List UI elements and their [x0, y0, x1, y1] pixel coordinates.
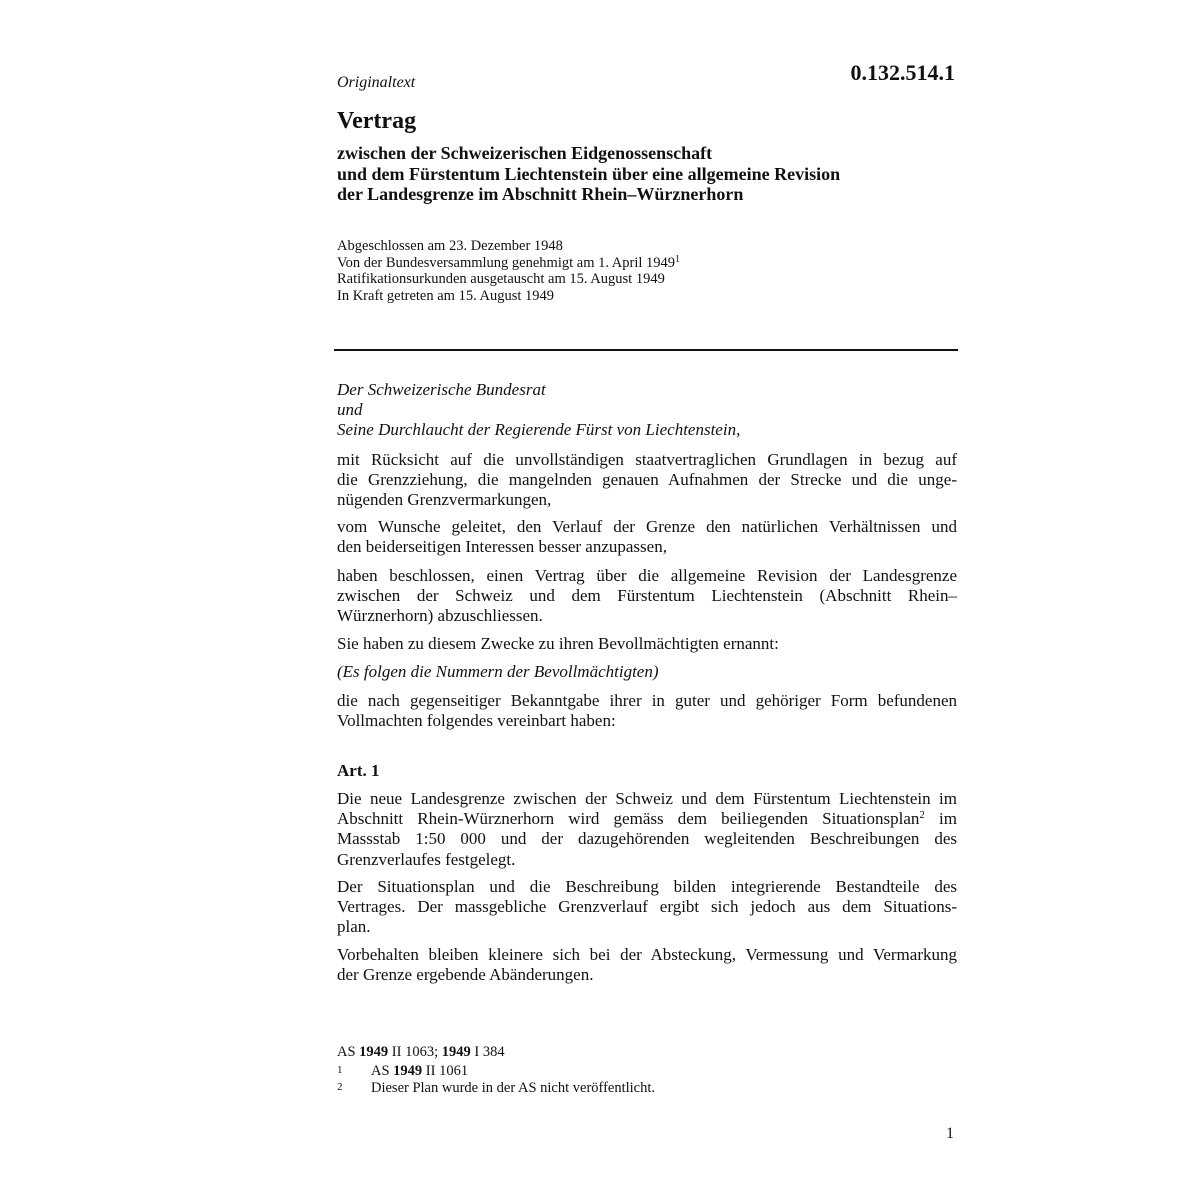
original-text-label: Originaltext	[337, 74, 416, 91]
conjunction: und	[337, 400, 363, 420]
text-line: Vorbehalten bleiben kleinere sich bei der Absteckung, Vermessung und Vermarkung	[337, 945, 957, 964]
text-line: Vertrages. Der massgebliche Grenzverlauf ergibt sich jedoch aus dem Situations-	[337, 897, 957, 917]
text-line: Grenzverlaufes festgelegt.	[337, 849, 516, 869]
fn-suffix: II 1061	[422, 1063, 469, 1079]
preamble-paragraph-3	[337, 566, 957, 627]
page-number: 1	[946, 1125, 954, 1142]
treaty-dates	[337, 238, 680, 304]
footnote-text	[371, 1063, 468, 1080]
footnote-text: Dieser Plan wurde in der AS nicht veröffentlicht.	[371, 1080, 656, 1096]
article-1-paragraph-2	[337, 877, 957, 938]
article-1-paragraph-3	[337, 945, 957, 985]
horizontal-rule	[334, 349, 958, 351]
preamble-paragraph-2	[337, 517, 957, 557]
subtitle-line: zwischen der Schweizerischen Eidgenossenschaft	[337, 143, 713, 163]
as-suffix: I 384	[470, 1044, 505, 1060]
article-1-paragraph-1	[337, 789, 957, 870]
text-line: der Grenze ergebende Abänderungen.	[337, 965, 594, 985]
text-line: mit Rücksicht auf die unvollständigen staatvertraglichen Grundlagen in bezug auf	[337, 450, 957, 469]
approval-date	[337, 255, 680, 272]
document-title: Vertrag	[337, 108, 417, 134]
as-year: 1949	[441, 1044, 471, 1060]
approval-date-text: Von der Bundesversammlung genehmigt am 1. April 1949	[337, 254, 676, 271]
footnote-ref: 2	[919, 809, 925, 822]
concluded-date: Abgeschlossen am 23. Dezember 1948	[337, 238, 563, 254]
document-subtitle	[337, 143, 840, 205]
footnote-number: 1	[337, 1064, 343, 1076]
preamble-parties	[337, 380, 957, 441]
text-line: haben beschlossen, einen Vertrag über die allgemeine Revision der Landesgrenze	[337, 566, 957, 585]
party-liechtenstein: Seine Durchlaucht der Regierende Fürst von Liechtenstein,	[337, 420, 741, 440]
text-line: Vollmachten folgendes vereinbart haben:	[337, 711, 616, 731]
document-number: 0.132.514.1	[850, 60, 955, 85]
text-line: Sie haben zu diesem Zwecke zu ihren Bevollmächtigten ernannt:	[337, 634, 779, 653]
ratification-date: Ratifikationsurkunden ausgetauscht am 15. August 1949	[337, 271, 665, 287]
preamble-paragraph-1	[337, 450, 957, 511]
text-line: Würznerhorn) abzuschliessen.	[337, 606, 543, 626]
preamble-paragraph-6	[337, 691, 957, 731]
text-line: den beiderseitigen Interessen besser anzupassen,	[337, 537, 667, 557]
text-segment: Abschnitt Rhein-Würznerhorn wird gemäss dem beiliegenden Situationsplan	[337, 809, 920, 829]
fn-prefix: AS	[371, 1063, 394, 1079]
text-line: zwischen der Schweiz und dem Fürstentum Liechtenstein (Abschnitt Rhein–	[337, 586, 957, 606]
text-line: nügenden Grenzvermarkungen,	[337, 490, 552, 510]
fn-year: 1949	[393, 1063, 423, 1079]
footnote-ref: 1	[675, 253, 681, 265]
official-collection-reference	[337, 1044, 505, 1061]
text-line: (Es folgen die Nummern der Bevollmächtigten)	[337, 662, 659, 681]
text-line: Der Situationsplan und die Beschreibung bilden integrierende Bestandteile des	[337, 877, 957, 896]
text-line: Die neue Landesgrenze zwischen der Schweiz und dem Fürstentum Liechtenstein im	[337, 789, 957, 808]
preamble-paragraph-5	[337, 662, 957, 682]
text-line: die nach gegenseitiger Bekanntgabe ihrer in guter und gehöriger Form befundenen	[337, 691, 957, 710]
subtitle-line: und dem Fürstentum Liechtenstein über eine allgemeine Revision	[337, 163, 841, 184]
party-switzerland: Der Schweizerische Bundesrat	[337, 380, 546, 399]
text-line	[337, 809, 957, 829]
text-line: Massstab 1:50 000 und der dazugehörenden wegleitenden Beschreibungen des	[337, 829, 957, 849]
preamble-paragraph-4	[337, 634, 957, 654]
text-line: vom Wunsche geleitet, den Verlauf der Grenze den natürlichen Verhältnissen und	[337, 517, 957, 536]
footnote-number: 2	[337, 1081, 343, 1093]
text-segment: im	[924, 809, 957, 829]
in-force-date: In Kraft getreten am 15. August 1949	[337, 287, 555, 304]
text-line: die Grenzziehung, die mangelnden genauen Aufnahmen der Strecke und die unge-	[337, 470, 957, 490]
as-prefix: AS	[337, 1044, 360, 1060]
article-1-heading: Art. 1	[337, 761, 380, 780]
text-line: plan.	[337, 917, 371, 937]
as-mid: II 1063;	[388, 1044, 442, 1060]
as-year: 1949	[359, 1044, 389, 1060]
subtitle-line: der Landesgrenze im Abschnitt Rhein–Würznerhorn	[337, 184, 744, 204]
